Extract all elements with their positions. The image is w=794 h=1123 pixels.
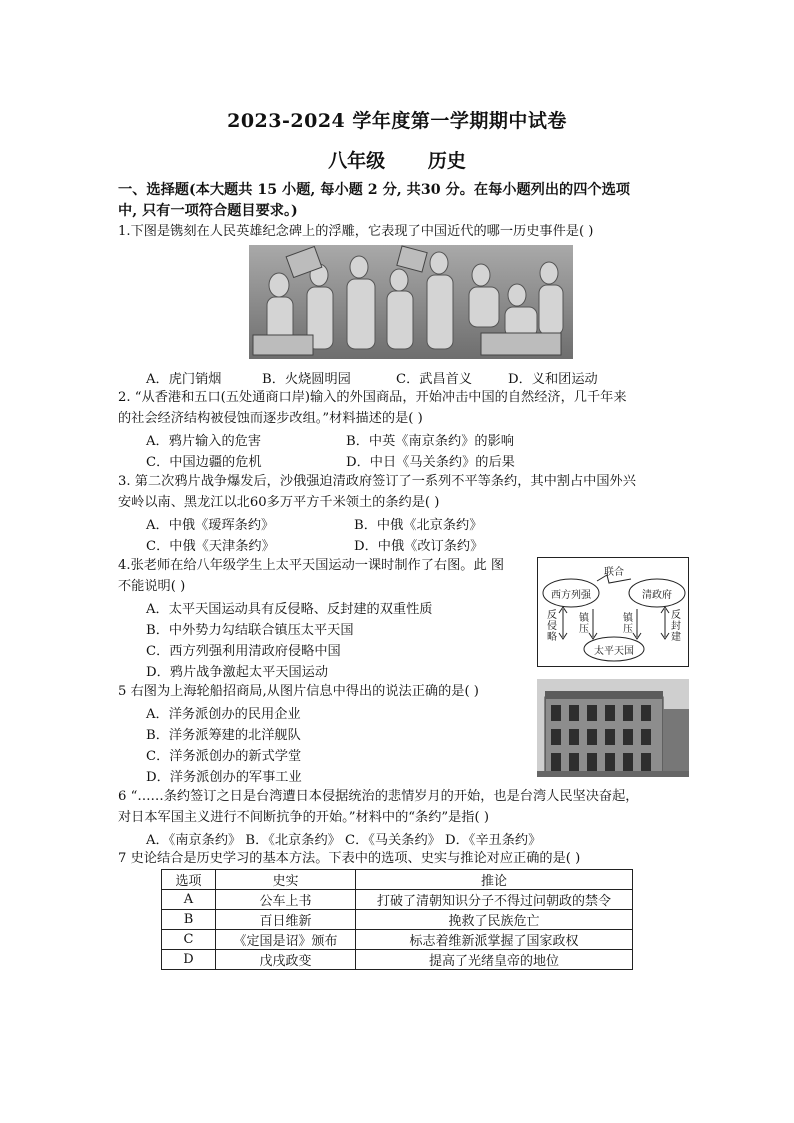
section-heading-line2: 中, 只有一项符合题目要求。): [118, 203, 298, 219]
table-cell: 戊戌政变: [216, 950, 356, 970]
table-header-inference: 推论: [356, 870, 633, 890]
q5-option-c: C．洋务派创办的新式学堂: [146, 749, 302, 764]
q3-option-b: B．中俄《北京条约》: [354, 518, 483, 533]
grade-label: 八年级: [328, 150, 386, 172]
q3-option-a: A．中俄《瑷珲条约》: [146, 518, 275, 533]
q7-table: [161, 869, 633, 970]
q2-option-b: B．中英《南京条约》的影响: [346, 434, 514, 449]
table-cell: 《定国是诏》颁布: [216, 930, 356, 950]
q1-option-b: B．火烧圆明园: [262, 372, 351, 387]
q2-stem-line1: 2. “从香港和五口(五处通商口岸)输入的外国商品，开始冲击中国的自然经济，几千年来: [118, 390, 627, 405]
table-cell: B: [162, 910, 216, 930]
q1-option-a: A．虎门销烟: [146, 372, 222, 387]
diagram-west-powers: 西方列强: [551, 590, 591, 601]
q4-option-a: A．太平天国运动具有反侵略、反封建的双重性质: [146, 602, 433, 617]
q2-option-c: C．中国边疆的危机: [146, 455, 262, 470]
q3-stem-line2: 安岭以南、黑龙江以北60多万平方千米领土的条约是( ): [118, 495, 440, 510]
table-row: [162, 930, 633, 950]
q5-option-b: B．洋务派筹建的北洋舰队: [146, 728, 301, 743]
q5-option-d: D．洋务派创办的军事工业: [146, 770, 302, 785]
q4-option-d: D．鸦片战争激起太平天国运动: [146, 665, 329, 680]
q6-stem-line1: 6 “……条约签订之日是台湾遭日本侵据统治的悲情岁月的开始，也是台湾人民坚决奋起，: [118, 789, 639, 804]
table-row: [162, 910, 633, 930]
table-header-fact: 史实: [216, 870, 356, 890]
q3-option-d: D．中俄《改订条约》: [354, 539, 484, 554]
diagram-anti-feudal-label: 反封建: [671, 610, 681, 643]
q6-stem-line2: 对日本军国主义进行不间断抗争的开始。”材料中的“条约”是指( ): [118, 810, 489, 825]
relief-sculpture-image: [249, 245, 573, 359]
q2-option-a: A．鸦片输入的危害: [146, 434, 262, 449]
shanghai-steamship-bureau-photo: [537, 679, 689, 777]
q5-option-a: A．洋务派创办的民用企业: [146, 707, 301, 722]
table-cell: D: [162, 950, 216, 970]
q6-options: A．《南京条约》 B．《北京条约》 C．《马关条约》 D．《辛丑条约》: [146, 833, 542, 848]
diagram-unite-label: 联合: [604, 567, 624, 578]
q3-option-c: C．中俄《天津条约》: [146, 539, 275, 554]
q1-option-d: D．义和团运动: [508, 372, 598, 387]
diagram-taiping: 太平天国: [594, 646, 634, 657]
diagram-suppress-right-label: 镇压: [623, 613, 633, 635]
q1-stem: 1.下图是镌刻在人民英雄纪念碑上的浮雕，它表现了中国近代的哪一历史事件是( ): [118, 224, 594, 239]
q4-stem-line2: 不能说明( ): [118, 579, 186, 594]
diagram-qing-government: 清政府: [642, 590, 672, 601]
q3-stem-line1: 3. 第二次鸦片战争爆发后，沙俄强迫清政府签订了一系列不平等条约，其中割占中国外兴: [118, 474, 636, 489]
section-heading-line1: 一、选择题(本大题共 15 小题, 每小题 2 分, 共30 分。在每小题列出的四个选项: [118, 182, 630, 198]
table-header-row: [162, 870, 633, 890]
table-cell: 提高了光绪皇帝的地位: [356, 950, 633, 970]
q4-option-c: C．西方列强利用清政府侵略中国: [146, 644, 341, 659]
diagram-anti-invasion-label: 反侵略: [547, 610, 557, 643]
table-cell: A: [162, 890, 216, 910]
table-row: [162, 890, 633, 910]
grade-subject: [0, 146, 794, 173]
table-header-option: 选项: [162, 870, 216, 890]
table-cell: C: [162, 930, 216, 950]
q5-stem: 5 右图为上海轮船招商局,从图片信息中得出的说法正确的是( ): [118, 684, 479, 699]
exam-title: 2023-2024 学年度第一学期期中试卷: [227, 110, 567, 132]
table-row: [162, 950, 633, 970]
table-cell: 挽救了民族危亡: [356, 910, 633, 930]
table-cell: 百日维新: [216, 910, 356, 930]
relationship-diagram: [537, 557, 689, 667]
table-cell: 打破了清朝知识分子不得过问朝政的禁令: [356, 890, 633, 910]
q4-stem-line1: 4.张老师在给八年级学生上太平天国运动一课时制作了右图。此 图: [118, 558, 505, 573]
q2-stem-line2: 的社会经济结构被侵蚀而逐步改组。”材料描述的是( ): [118, 411, 423, 426]
q2-option-d: D．中日《马关条约》的后果: [346, 455, 515, 470]
q4-option-b: B．中外势力勾结联合镇压太平天国: [146, 623, 354, 638]
table-cell: 标志着维新派掌握了国家政权: [356, 930, 633, 950]
table-cell: 公车上书: [216, 890, 356, 910]
q1-option-c: C．武昌首义: [396, 372, 473, 387]
diagram-suppress-left-label: 镇压: [579, 613, 589, 635]
subject-label: 历史: [427, 150, 466, 172]
q7-stem: 7 史论结合是历史学习的基本方法。下表中的选项、史实与推论对应正确的是( ): [118, 851, 581, 866]
